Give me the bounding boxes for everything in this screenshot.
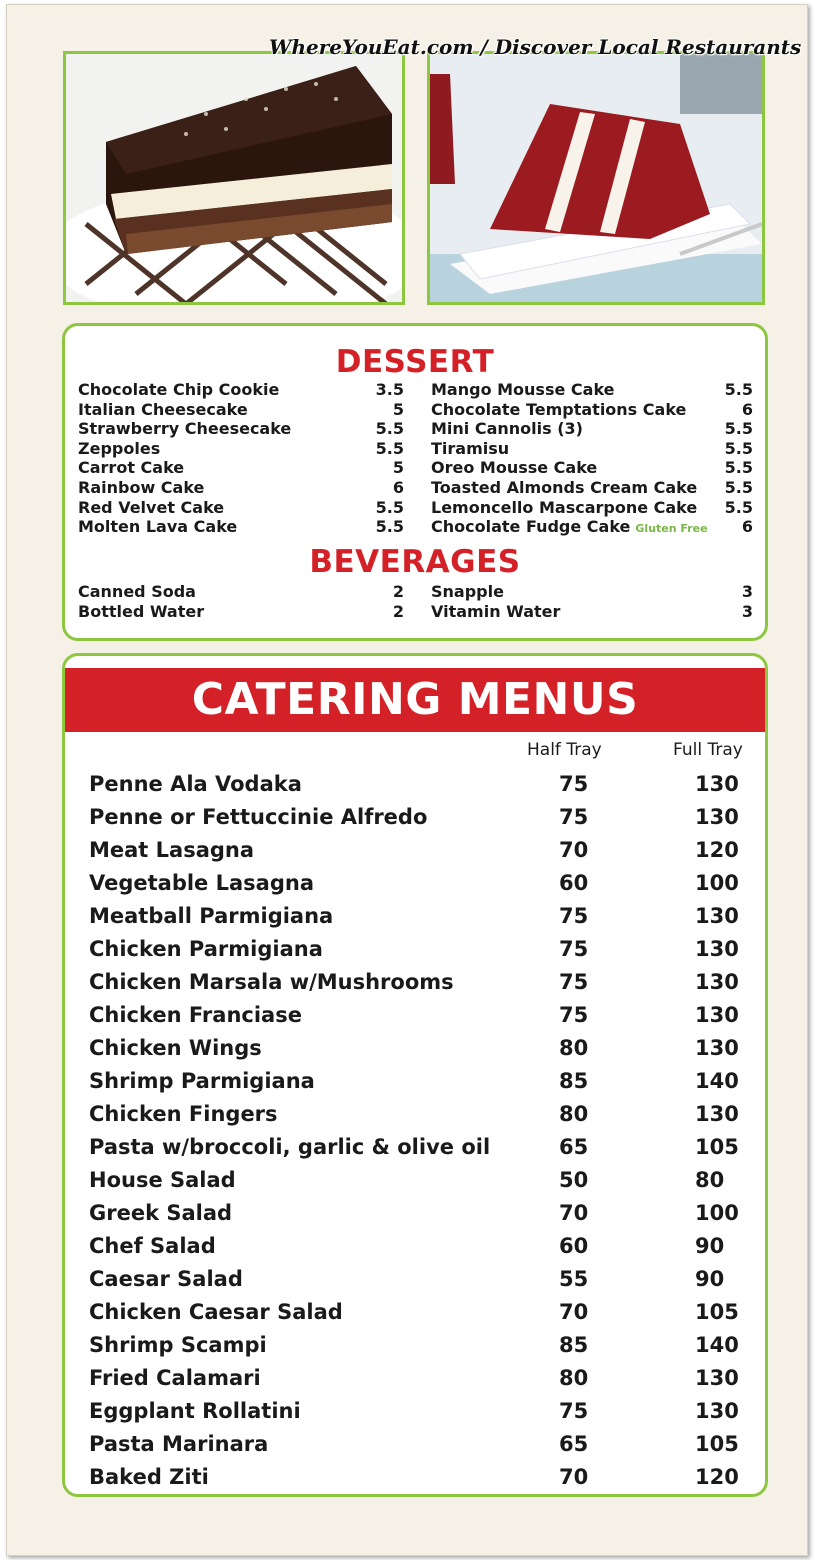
item-name: Mango Mousse Cake <box>431 380 615 399</box>
item-price: 5.5 <box>724 438 753 458</box>
table-row <box>89 1230 749 1263</box>
full-tray-price: 105 <box>695 1300 739 1324</box>
dish-name: Eggplant Rollatini <box>89 1399 301 1423</box>
full-tray-price: 105 <box>695 1432 739 1456</box>
dessert-list-left <box>78 380 404 537</box>
item-price: 5.5 <box>724 419 753 439</box>
item-name: Rainbow Cake <box>78 477 205 497</box>
dish-name: Pasta Marinara <box>89 1432 269 1456</box>
catering-panel <box>62 653 768 1497</box>
half-tray-price: 60 <box>559 871 589 895</box>
half-tray-price: 75 <box>559 970 589 994</box>
item-price: 6 <box>741 517 753 537</box>
list-item <box>431 458 753 478</box>
beverages-list-left <box>78 582 404 621</box>
list-item <box>78 602 404 622</box>
item-name: Tiramisu <box>431 438 510 458</box>
table-row <box>89 1395 749 1428</box>
dish-name: Chicken Marsala w/Mushrooms <box>89 970 454 994</box>
chocolate-cake-photo <box>63 51 405 305</box>
half-tray-price: 70 <box>559 1201 589 1225</box>
half-tray-price: 75 <box>559 772 589 796</box>
dish-name: Chicken Parmigiana <box>89 937 323 961</box>
half-tray-price: 85 <box>559 1333 589 1357</box>
table-row <box>89 1032 749 1065</box>
list-item <box>431 400 753 420</box>
half-tray-price: 65 <box>559 1432 589 1456</box>
table-row <box>89 1263 749 1296</box>
dish-name: Pasta w/broccoli, garlic & olive oil <box>89 1135 491 1159</box>
list-item <box>78 439 404 459</box>
dish-name: Penne Ala Vodaka <box>89 772 302 796</box>
half-tray-price: 65 <box>559 1135 589 1159</box>
list-item <box>431 498 753 518</box>
dessert-heading: DESSERT <box>335 344 495 380</box>
list-item <box>431 380 753 400</box>
item-price: 5 <box>392 458 404 478</box>
dish-name: Chicken Wings <box>89 1036 262 1060</box>
dish-name: Greek Salad <box>89 1201 233 1225</box>
half-tray-price: 80 <box>559 1366 589 1390</box>
red-velvet-cake-photo <box>427 51 765 305</box>
half-tray-price: 70 <box>559 1300 589 1324</box>
beverages-list-right <box>431 582 753 621</box>
catering-heading: CATERING MENUS <box>191 674 639 725</box>
list-item <box>431 517 753 537</box>
item-name: Chocolate Temptations Cake <box>431 399 687 419</box>
dessert-beverages-panel <box>62 323 768 641</box>
item-price: 5.5 <box>375 497 404 517</box>
dessert-list-right <box>431 380 753 537</box>
half-tray-price: 85 <box>559 1069 589 1093</box>
table-row <box>89 1461 749 1494</box>
item-price: 6 <box>741 399 753 419</box>
full-tray-price: 130 <box>695 1003 739 1027</box>
dish-name: Chef Salad <box>89 1234 216 1258</box>
dish-name: Meatball Parmigiana <box>89 904 334 928</box>
table-row <box>89 1098 749 1131</box>
item-name: Molten Lava Cake <box>78 517 238 537</box>
item-name: Red Velvet Cake <box>78 497 225 517</box>
item-price: 5.5 <box>724 458 753 478</box>
item-price: 5.5 <box>724 477 753 497</box>
full-tray-price: 105 <box>695 1135 739 1159</box>
dish-name: Vegetable Lasagna <box>89 871 314 895</box>
full-tray-price: 130 <box>695 904 739 928</box>
table-row <box>89 1065 749 1098</box>
list-item <box>431 439 753 459</box>
list-item <box>431 419 753 439</box>
list-item <box>78 419 404 439</box>
item-price: 3 <box>741 601 753 621</box>
half-tray-price: 75 <box>559 805 589 829</box>
half-tray-price: 75 <box>559 1003 589 1027</box>
half-tray-price: 50 <box>559 1168 589 1192</box>
list-item <box>78 582 404 602</box>
dish-name: Chicken Franciase <box>89 1003 302 1027</box>
table-row <box>89 1329 749 1362</box>
table-row <box>89 933 749 966</box>
dish-name: Baked Ziti <box>89 1465 209 1489</box>
dish-name: Chicken Fingers <box>89 1102 278 1126</box>
list-item <box>431 478 753 498</box>
table-row <box>89 1362 749 1395</box>
item-name: Vitamin Water <box>431 601 561 621</box>
item-name: Zeppoles <box>78 438 161 458</box>
full-tray-price: 120 <box>695 1465 739 1489</box>
table-row <box>89 900 749 933</box>
half-tray-price: 60 <box>559 1234 589 1258</box>
dish-name: Shrimp Scampi <box>89 1333 267 1357</box>
menu-page <box>6 4 808 1556</box>
item-name: Carrot Cake <box>78 458 185 478</box>
full-tray-price: 80 <box>695 1168 725 1192</box>
list-item <box>78 458 404 478</box>
table-row <box>89 1131 749 1164</box>
table-row <box>89 867 749 900</box>
full-tray-price: 130 <box>695 1102 739 1126</box>
item-price: 2 <box>392 601 404 621</box>
item-name: Strawberry Cheesecake <box>78 419 292 439</box>
table-row <box>89 1296 749 1329</box>
half-tray-price: 75 <box>559 904 589 928</box>
item-price: 5.5 <box>724 380 753 399</box>
item-name: Toasted Almonds Cream Cake <box>431 477 698 497</box>
full-tray-price: 130 <box>695 1399 739 1423</box>
full-tray-price: 130 <box>695 772 739 796</box>
table-row <box>89 1197 749 1230</box>
catering-banner <box>65 668 765 732</box>
item-price: 5.5 <box>375 438 404 458</box>
item-price: 5 <box>392 399 404 419</box>
full-tray-price: 130 <box>695 970 739 994</box>
half-tray-price: 80 <box>559 1102 589 1126</box>
item-name: Snapple <box>431 582 504 601</box>
half-tray-price: 75 <box>559 1399 589 1423</box>
item-name: Canned Soda <box>78 582 196 601</box>
list-item <box>78 478 404 498</box>
full-tray-price: 130 <box>695 805 739 829</box>
half-tray-header: Half Tray <box>527 740 602 760</box>
item-price: 5.5 <box>375 419 404 439</box>
item-price: 6 <box>392 477 404 497</box>
gluten-free-badge: Gluten Free <box>635 522 708 536</box>
catering-list <box>89 768 749 1494</box>
full-tray-price: 140 <box>695 1333 739 1357</box>
full-tray-price: 100 <box>695 1201 739 1225</box>
item-price: 5.5 <box>724 497 753 517</box>
full-tray-price: 90 <box>695 1267 725 1291</box>
site-watermark: WhereYouEat.com / Discover Local Restaurants <box>269 35 802 59</box>
full-tray-price: 130 <box>695 937 739 961</box>
dish-name: House Salad <box>89 1168 236 1192</box>
full-tray-price: 130 <box>695 1036 739 1060</box>
item-name: Chocolate Chip Cookie <box>78 380 280 399</box>
list-item <box>431 602 753 622</box>
half-tray-price: 70 <box>559 838 589 862</box>
item-price: 3.5 <box>375 380 404 399</box>
full-tray-price: 120 <box>695 838 739 862</box>
table-row <box>89 834 749 867</box>
dish-name: Meat Lasagna <box>89 838 255 862</box>
item-price: 5.5 <box>375 517 404 537</box>
full-tray-price: 90 <box>695 1234 725 1258</box>
full-tray-price: 100 <box>695 871 739 895</box>
list-item <box>431 582 753 602</box>
dish-name: Chicken Caesar Salad <box>89 1300 343 1324</box>
item-price: 3 <box>741 582 753 601</box>
item-name: Bottled Water <box>78 601 205 621</box>
half-tray-price: 70 <box>559 1465 589 1489</box>
table-row <box>89 801 749 834</box>
table-row <box>89 966 749 999</box>
dish-name: Penne or Fettuccinie Alfredo <box>89 805 428 829</box>
dish-name: Fried Calamari <box>89 1366 261 1390</box>
half-tray-price: 75 <box>559 937 589 961</box>
item-name-text: Chocolate Fudge Cake <box>431 517 631 537</box>
item-name <box>431 517 708 539</box>
item-name: Oreo Mousse Cake <box>431 458 598 478</box>
table-row <box>89 768 749 801</box>
dish-name: Shrimp Parmigiana <box>89 1069 315 1093</box>
full-tray-header: Full Tray <box>673 740 743 760</box>
table-row <box>89 1428 749 1461</box>
half-tray-price: 80 <box>559 1036 589 1060</box>
item-name: Italian Cheesecake <box>78 399 248 419</box>
full-tray-price: 130 <box>695 1366 739 1390</box>
list-item <box>78 400 404 420</box>
dish-name: Caesar Salad <box>89 1267 243 1291</box>
item-name: Mini Cannolis (3) <box>431 419 583 439</box>
half-tray-price: 55 <box>559 1267 589 1291</box>
list-item <box>78 498 404 518</box>
item-name: Lemoncello Mascarpone Cake <box>431 497 698 517</box>
full-tray-price: 140 <box>695 1069 739 1093</box>
beverages-heading: BEVERAGES <box>309 544 521 580</box>
list-item <box>78 380 404 400</box>
table-row <box>89 1164 749 1197</box>
item-price: 2 <box>392 582 404 601</box>
list-item <box>78 517 404 537</box>
table-row <box>89 999 749 1032</box>
